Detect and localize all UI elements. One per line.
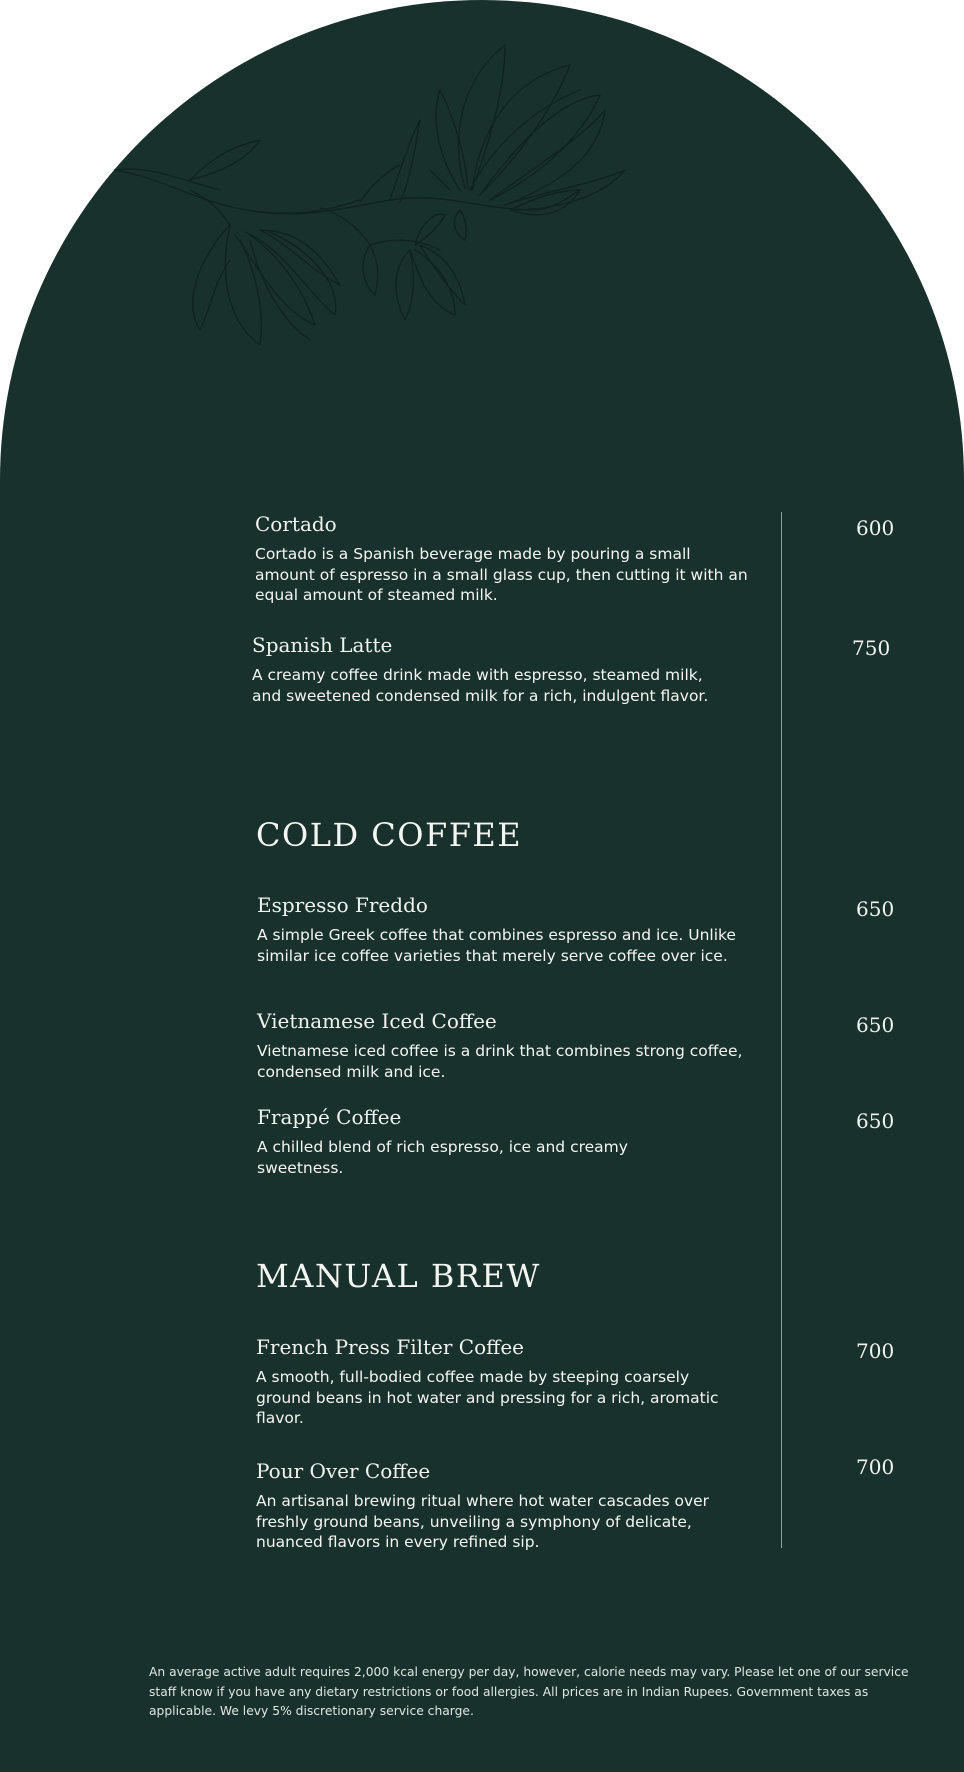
section-title-cold-coffee: COLD COFFEE — [256, 816, 523, 854]
item-name: Espresso Freddo — [257, 893, 428, 917]
item-name: Pour Over Coffee — [256, 1459, 431, 1483]
item-name: Spanish Latte — [252, 633, 393, 657]
menu-item-spanish-latte — [252, 633, 732, 706]
item-description: An artisanal brewing ritual where hot water cascades over freshly ground beans, unveiling a symphony of delicate, nuanced flavors in every refined sip. — [256, 1492, 710, 1551]
item-description: Vietnamese iced coffee is a drink that combines strong coffee, condensed milk and ice. — [257, 1042, 743, 1081]
item-name: French Press Filter Coffee — [256, 1335, 525, 1359]
item-description: Cortado is a Spanish beverage made by pouring a small amount of espresso in a small glass cup, then cutting it with an equal amount of steamed milk. — [255, 545, 748, 604]
menu-item-espresso-freddo — [257, 893, 757, 966]
magnolia-branch-icon — [110, 40, 690, 360]
item-description: A simple Greek coffee that combines espresso and ice. Unlike similar ice coffee varieties that merely serve coffee over ice. — [257, 926, 736, 965]
item-description: A chilled blend of rich espresso, ice and creamy sweetness. — [257, 1138, 628, 1177]
item-description: A smooth, full-bodied coffee made by steeping coarsely ground beans in hot water and pressing for a rich, aromatic flavor. — [256, 1368, 719, 1427]
section-title-manual-brew: MANUAL BREW — [256, 1257, 541, 1295]
item-price: 650 — [856, 897, 895, 921]
menu-item-vietnamese-iced-coffee — [257, 1009, 757, 1082]
menu-item-pour-over — [256, 1459, 746, 1553]
item-name: Frappé Coffee — [257, 1105, 402, 1129]
item-price: 750 — [852, 636, 891, 660]
item-name: Cortado — [255, 512, 337, 536]
menu-item-cortado — [255, 512, 755, 606]
item-price: 700 — [856, 1455, 895, 1479]
footer-disclaimer: An average active adult requires 2,000 kcal energy per day, however, calorie needs may vary. Please let one of our service staff know if you have any dietary restrictions or food allergies. All prices are in Indian Rupees. Government taxes as applicable. We levy 5% discretionary service charge. — [149, 1665, 909, 1718]
menu-item-french-press — [256, 1335, 736, 1429]
price-column-divider — [781, 512, 782, 1548]
item-price: 700 — [856, 1339, 895, 1363]
item-name: Vietnamese Iced Coffee — [257, 1009, 497, 1033]
item-price: 650 — [856, 1013, 895, 1037]
menu-item-frappe-coffee — [257, 1105, 707, 1178]
item-price: 600 — [856, 516, 895, 540]
item-price: 650 — [856, 1109, 895, 1133]
item-description: A creamy coffee drink made with espresso, steamed milk, and sweetened condensed milk for a rich, indulgent flavor. — [252, 666, 709, 705]
